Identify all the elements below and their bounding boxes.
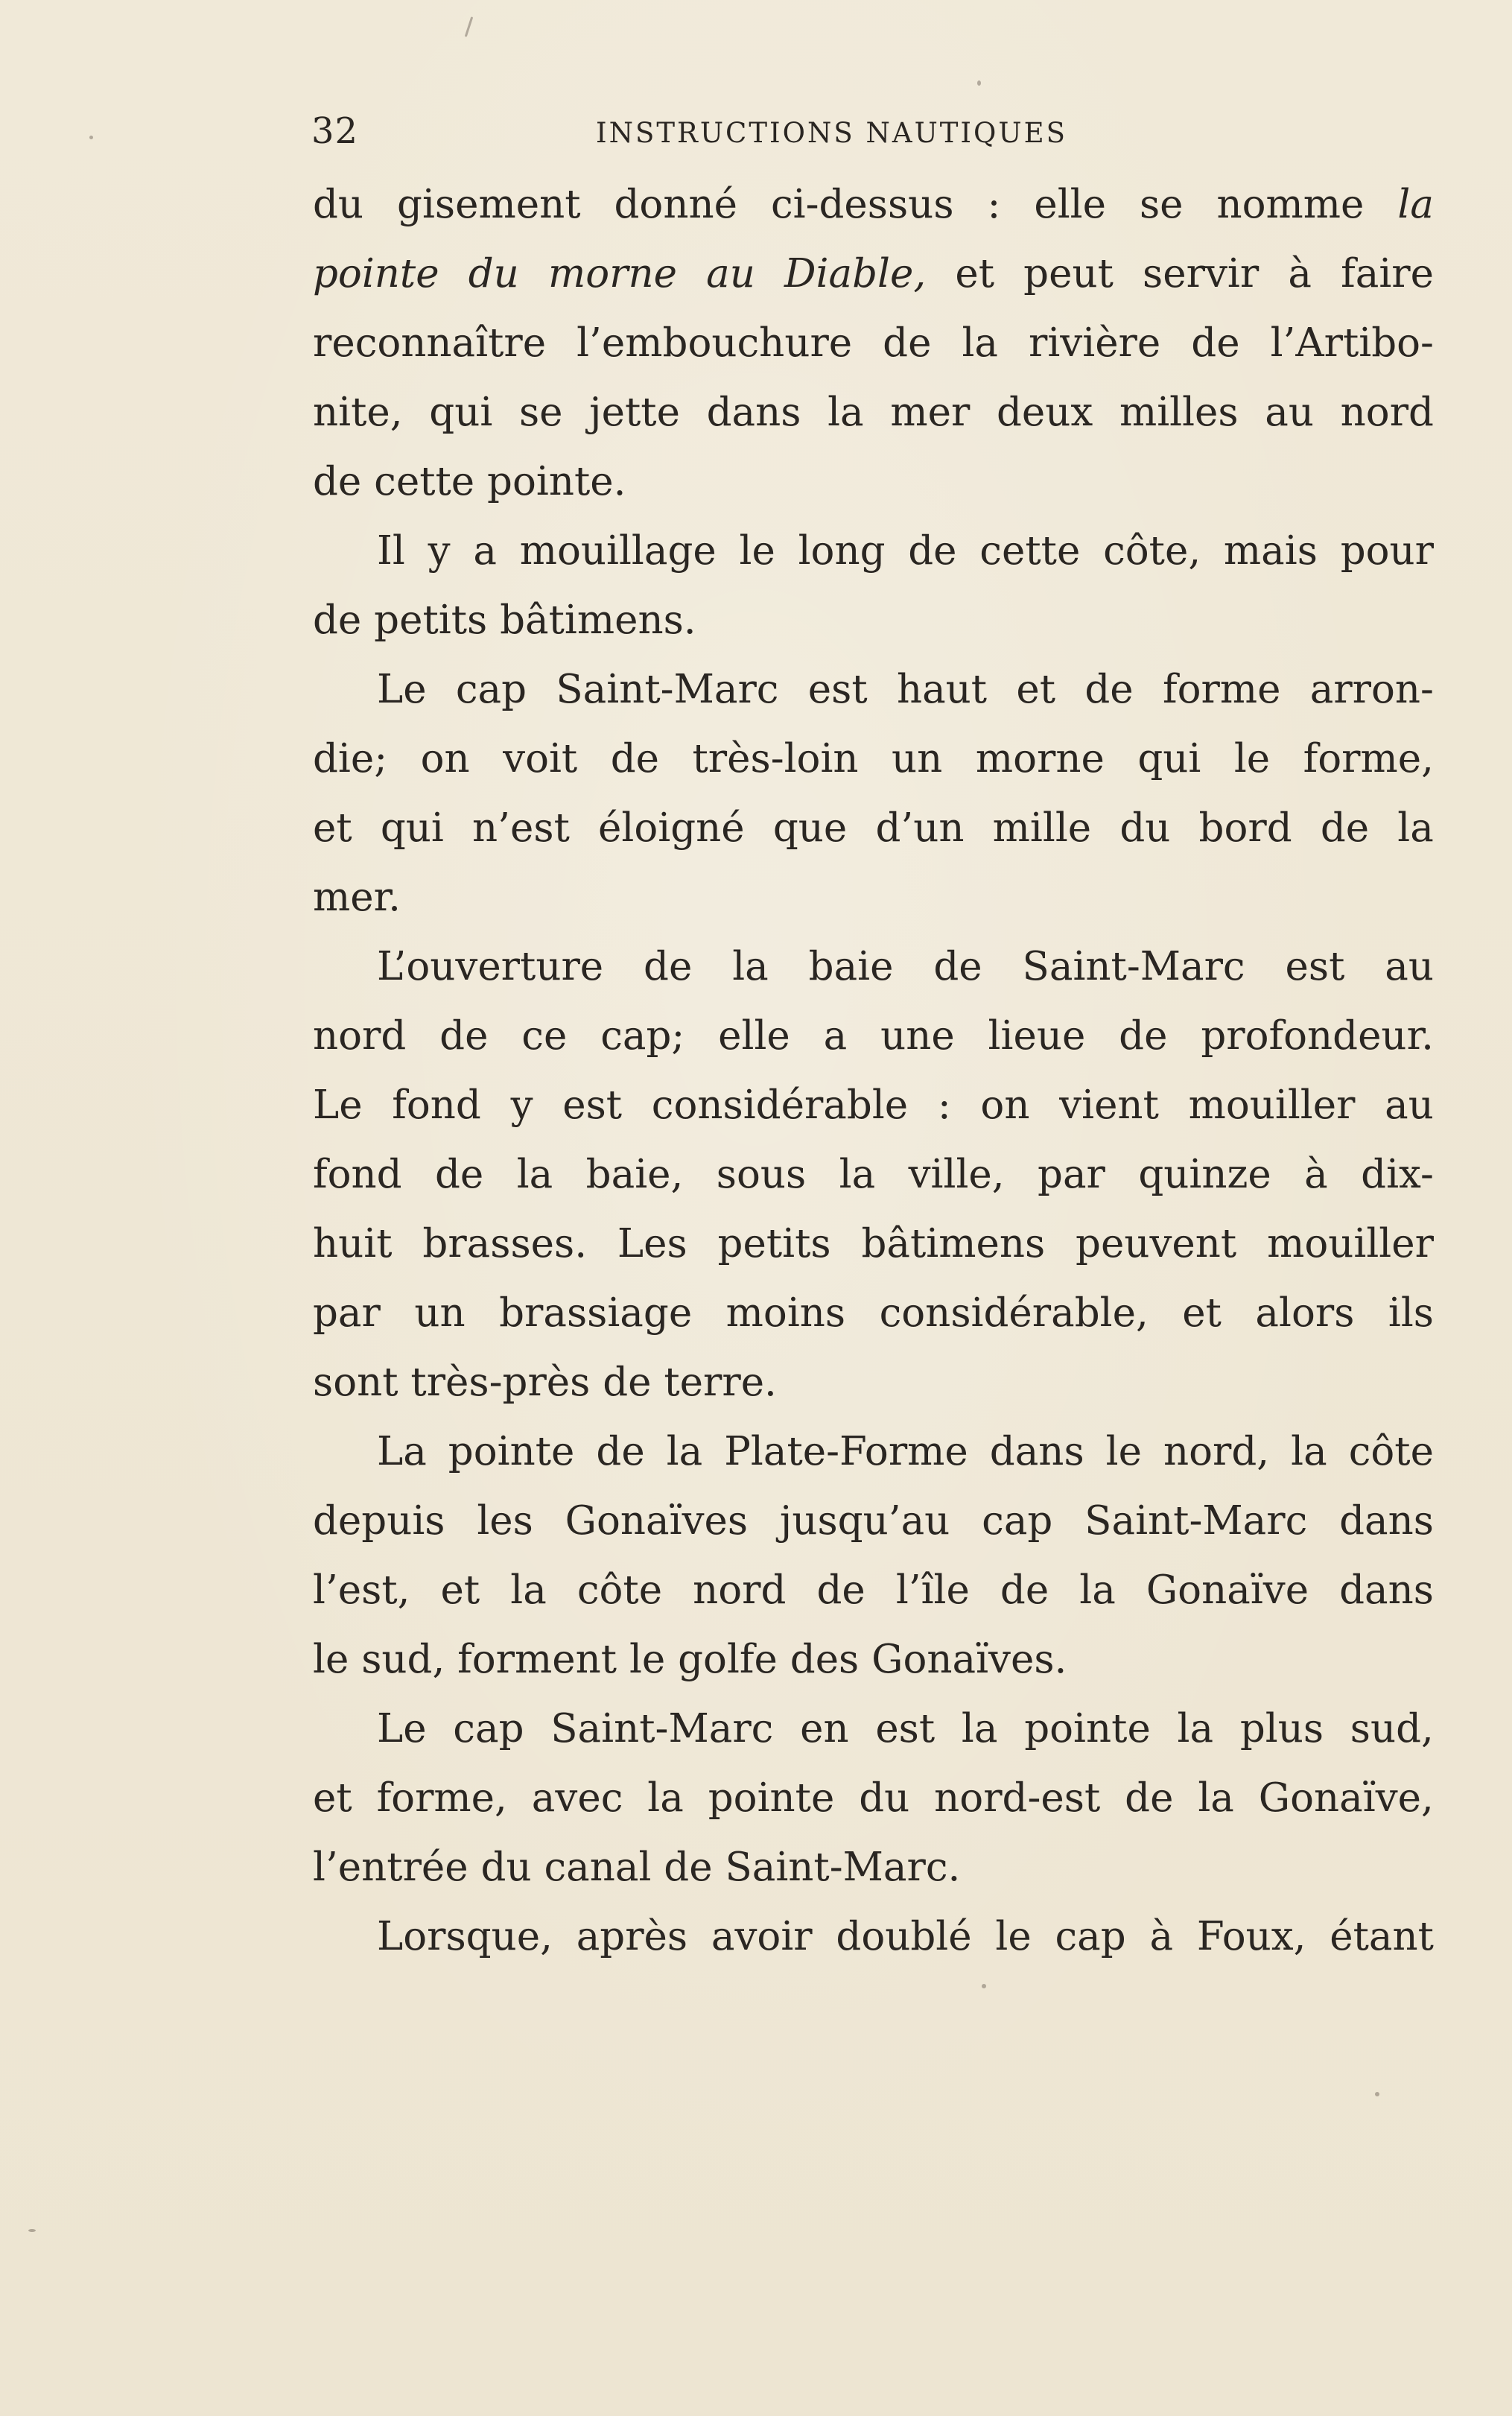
word: considérable,: [879, 1290, 1149, 1336]
word: est: [807, 667, 868, 712]
word: Gonaïves: [565, 1498, 749, 1544]
word-italic: du: [468, 251, 519, 297]
word: qui: [380, 805, 444, 851]
word: de: [596, 1429, 645, 1474]
word: une: [880, 1013, 955, 1059]
word: cap: [455, 667, 527, 712]
word: au: [1385, 1082, 1434, 1128]
word: un: [414, 1290, 466, 1336]
word: cap: [982, 1498, 1053, 1544]
word: de: [610, 736, 660, 781]
word: la: [732, 944, 769, 989]
word: le: [1105, 1429, 1142, 1474]
word: du: [480, 1845, 532, 1890]
word: Le: [377, 667, 427, 712]
word: sous: [716, 1152, 807, 1197]
word: forme,: [1303, 736, 1434, 781]
text-line: [313, 1625, 1434, 1694]
word: de: [1125, 1775, 1174, 1821]
word: forme: [1162, 667, 1281, 712]
word: forment: [457, 1637, 617, 1682]
text-line: [313, 447, 1434, 516]
word: golfe: [678, 1637, 778, 1682]
word: par: [313, 1290, 381, 1336]
word: Les: [617, 1221, 687, 1266]
word: de: [908, 528, 957, 574]
paper-speck: [28, 2229, 36, 2232]
word: après: [576, 1914, 688, 1959]
word: l’entrée: [313, 1845, 468, 1890]
paper-speck: [465, 16, 474, 37]
word: étant: [1330, 1914, 1434, 1959]
text-line: [313, 1209, 1434, 1278]
running-head: INSTRUCTIONS NAUTIQUES: [596, 117, 1067, 149]
text-line: [313, 170, 1434, 239]
word: avoir: [711, 1914, 813, 1959]
word: mais: [1223, 528, 1318, 574]
paper-speck: [977, 80, 981, 86]
word: elle: [718, 1013, 790, 1059]
word: jette: [589, 390, 680, 435]
word: bâtimens.: [500, 597, 696, 643]
word: avec: [531, 1775, 623, 1821]
word: pointe.: [487, 459, 626, 504]
word: la: [962, 320, 999, 366]
word: L’ouverture: [377, 944, 604, 989]
word: terre.: [664, 1360, 777, 1405]
word: Gonaïves.: [871, 1637, 1067, 1682]
paper-speck: [1375, 2092, 1379, 2096]
text-line: [313, 724, 1434, 793]
word: en: [800, 1706, 849, 1751]
word: se: [1139, 182, 1184, 227]
word: :: [987, 182, 1001, 227]
word-italic: la: [1397, 182, 1434, 227]
word: Lorsque,: [377, 1914, 553, 1959]
word: bâtimens: [861, 1221, 1046, 1266]
word: nomme: [1216, 182, 1365, 227]
word: profondeur.: [1201, 1013, 1434, 1059]
word: peut: [1023, 251, 1114, 297]
word: huit: [313, 1221, 393, 1266]
word: très-loin: [692, 736, 859, 781]
word: cap: [453, 1706, 524, 1751]
word: au: [1385, 944, 1434, 989]
word: Le: [377, 1706, 427, 1751]
paper-speck: [89, 136, 93, 139]
word: pointe: [1024, 1706, 1151, 1751]
word: petits: [717, 1221, 831, 1266]
word: nord: [313, 1013, 407, 1059]
word-italic: morne: [547, 251, 677, 297]
word: cette: [374, 459, 475, 504]
word: du: [313, 182, 364, 227]
word-italic: pointe: [313, 251, 439, 297]
word: la: [828, 390, 864, 435]
word: nord: [1340, 390, 1434, 435]
word: nord: [693, 1567, 787, 1613]
word: mouiller: [1188, 1082, 1356, 1128]
word: de: [644, 944, 693, 989]
word: l’île: [895, 1567, 970, 1613]
word: petits: [374, 597, 488, 643]
word: y: [510, 1082, 533, 1128]
word: la: [510, 1567, 547, 1613]
text-line: [313, 1763, 1434, 1833]
word: et: [1182, 1290, 1222, 1336]
word: l’embouchure: [576, 320, 853, 366]
word: au: [1265, 390, 1315, 435]
word: ci-dessus: [770, 182, 954, 227]
word: pointe: [448, 1429, 575, 1474]
word: à: [1304, 1152, 1328, 1197]
word: Foux,: [1196, 1914, 1306, 1959]
word: et: [1016, 667, 1056, 712]
word: sont: [313, 1360, 398, 1405]
word: est: [875, 1706, 936, 1751]
word: le: [629, 1637, 666, 1682]
word: canal: [544, 1845, 652, 1890]
word: pointe: [708, 1775, 835, 1821]
word: de: [1000, 1567, 1049, 1613]
word: fond: [313, 1152, 402, 1197]
word: de: [816, 1567, 865, 1613]
word: cap;: [600, 1013, 685, 1059]
word: mouillage: [519, 528, 717, 574]
text-line: [313, 793, 1434, 863]
word: deux: [996, 390, 1093, 435]
text-line: [313, 239, 1434, 308]
word: elle: [1034, 182, 1106, 227]
word: plus: [1239, 1706, 1324, 1751]
word: de: [933, 944, 982, 989]
word: dans: [1339, 1498, 1434, 1544]
word: sud,: [361, 1637, 445, 1682]
word: nord-est: [934, 1775, 1101, 1821]
word: l’Artibo-: [1270, 320, 1434, 366]
word: et: [955, 251, 994, 297]
word: Gonaïve: [1146, 1567, 1309, 1613]
word: est: [562, 1082, 623, 1128]
text-line: [313, 586, 1434, 655]
word: mouiller: [1267, 1221, 1434, 1266]
word: Saint-Marc.: [725, 1845, 961, 1890]
word: bord: [1198, 805, 1292, 851]
word: milles: [1119, 390, 1239, 435]
text-line: [313, 1071, 1434, 1140]
word: reconnaître: [313, 320, 547, 366]
word: n’est: [472, 805, 570, 851]
word: de: [1084, 667, 1134, 712]
word: La: [377, 1429, 427, 1474]
word: dix-: [1361, 1152, 1434, 1197]
word: quinze: [1138, 1152, 1271, 1197]
word: dans: [1339, 1567, 1434, 1613]
word: la: [1177, 1706, 1214, 1751]
word: de: [1191, 320, 1240, 366]
word: côte: [576, 1567, 663, 1613]
word: depuis: [313, 1498, 445, 1544]
word: par: [1038, 1152, 1105, 1197]
word: et: [313, 1775, 352, 1821]
word: de: [313, 597, 362, 643]
text-line: [313, 516, 1434, 586]
page-header: [311, 110, 1153, 165]
word: Saint-Marc: [550, 1706, 774, 1751]
text-line: [313, 1902, 1434, 1971]
word: la: [1397, 805, 1434, 851]
word: de: [435, 1152, 484, 1197]
body-text: [313, 170, 1434, 1995]
word: de: [664, 1845, 713, 1890]
word: un: [892, 736, 943, 781]
word: est: [1285, 944, 1345, 989]
word: mer: [890, 390, 971, 435]
word: Saint-Marc: [1084, 1498, 1308, 1544]
word: brassiage: [499, 1290, 693, 1336]
word: on: [420, 736, 470, 781]
word: le: [739, 528, 775, 574]
word: rivière: [1029, 320, 1161, 366]
word: die;: [313, 736, 388, 781]
word: Plate-Forme: [724, 1429, 968, 1474]
word: mer.: [313, 875, 401, 920]
word: éloigné: [598, 805, 745, 851]
word: la: [647, 1775, 684, 1821]
word: brasses.: [422, 1221, 588, 1266]
text-line: [313, 1348, 1434, 1417]
word: Gonaïve,: [1258, 1775, 1434, 1821]
text-line: [313, 1417, 1434, 1486]
word: fond: [392, 1082, 481, 1128]
word: Saint-Marc: [1022, 944, 1245, 989]
word: y: [428, 528, 451, 574]
word: Le: [313, 1082, 363, 1128]
word: ville,: [908, 1152, 1005, 1197]
word: côte,: [1103, 528, 1201, 574]
word: la: [666, 1429, 703, 1474]
word: la: [1079, 1567, 1116, 1613]
word: baie,: [585, 1152, 684, 1197]
word: côte: [1348, 1429, 1434, 1474]
word: long: [798, 528, 886, 574]
word: ils: [1388, 1290, 1434, 1336]
word: doublé: [836, 1914, 972, 1959]
word: le: [313, 1637, 349, 1682]
word: a: [823, 1013, 848, 1059]
word: d’un: [875, 805, 965, 851]
word: considérable: [651, 1082, 909, 1128]
word: la: [961, 1706, 998, 1751]
word: on: [980, 1082, 1030, 1128]
word: pour: [1340, 528, 1434, 574]
word: à: [1288, 251, 1312, 297]
word-italic: au: [706, 251, 755, 297]
word: la: [1198, 1775, 1234, 1821]
word: Saint-Marc: [556, 667, 779, 712]
word: de: [313, 459, 362, 504]
word: baie: [808, 944, 894, 989]
text-line: [313, 378, 1434, 447]
word: dans: [989, 1429, 1084, 1474]
text-line: [313, 932, 1434, 1001]
word: morne: [975, 736, 1105, 781]
word: faire: [1341, 251, 1434, 297]
word: l’est,: [313, 1567, 410, 1613]
word: de: [1119, 1013, 1168, 1059]
word: la: [516, 1152, 553, 1197]
word: peuvent: [1076, 1221, 1237, 1266]
word: haut: [896, 667, 988, 712]
text-line: [313, 1001, 1434, 1071]
word: du: [859, 1775, 910, 1821]
word: la: [1291, 1429, 1327, 1474]
word: dans: [706, 390, 801, 435]
word: cap: [1055, 1914, 1126, 1959]
word: alors: [1255, 1290, 1355, 1336]
text-line: [313, 1278, 1434, 1348]
text-line: [313, 1140, 1434, 1209]
word: le: [1233, 736, 1271, 781]
word: sud,: [1350, 1706, 1434, 1751]
word: lieue: [988, 1013, 1086, 1059]
word: de: [603, 1360, 652, 1405]
word: la: [839, 1152, 876, 1197]
word: moins: [725, 1290, 846, 1336]
text-line: [313, 655, 1434, 724]
word: forme,: [376, 1775, 507, 1821]
word: Il: [377, 528, 405, 574]
word-italic: Diable,: [784, 251, 927, 297]
word: voit: [503, 736, 578, 781]
word: des: [790, 1637, 860, 1682]
word: les: [477, 1498, 533, 1544]
word: jusqu’au: [779, 1498, 950, 1544]
word: le: [995, 1914, 1032, 1959]
word: arron-: [1309, 667, 1434, 712]
word: nord,: [1163, 1429, 1270, 1474]
word: qui: [1137, 736, 1201, 781]
word: et: [313, 805, 352, 851]
word: gisement: [397, 182, 581, 227]
word: à: [1149, 1914, 1174, 1959]
text-line: [313, 1694, 1434, 1763]
text-line: [313, 1556, 1434, 1625]
word: :: [937, 1082, 951, 1128]
word: très-près: [410, 1360, 591, 1405]
page-number: 32: [311, 110, 359, 152]
word: de: [1320, 805, 1370, 851]
word: et: [440, 1567, 480, 1613]
text-line: [313, 863, 1434, 932]
word: qui: [429, 390, 493, 435]
word: se: [518, 390, 563, 435]
word: vient: [1059, 1082, 1159, 1128]
word: nite,: [313, 390, 403, 435]
text-line: [313, 1833, 1434, 1902]
word: que: [772, 805, 848, 851]
word: servir: [1143, 251, 1260, 297]
word: mille: [992, 805, 1092, 851]
text-line: [313, 1486, 1434, 1556]
word: cette: [979, 528, 1081, 574]
text-line: [313, 308, 1434, 378]
word: ce: [521, 1013, 568, 1059]
word: de: [439, 1013, 489, 1059]
word: du: [1119, 805, 1171, 851]
word: donné: [614, 182, 737, 227]
word: de: [883, 320, 932, 366]
paper-speck: [982, 1984, 986, 1988]
word: a: [473, 528, 497, 574]
